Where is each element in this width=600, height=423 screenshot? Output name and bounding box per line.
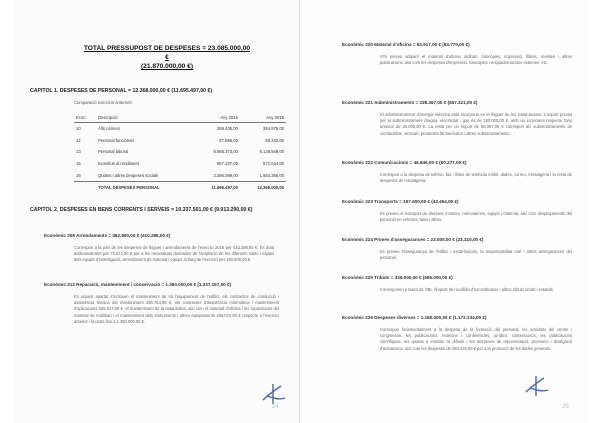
- table-cell: 57.856,00: [219, 137, 238, 143]
- econ212-heading: Econòmic 212 Reparació, manteniment i conservació = 1.350.000,00 € (1.337.157,00 €): [44, 282, 232, 287]
- table-total-value: 12.368.000,00: [240, 181, 286, 193]
- table-cell: 10: [76, 126, 81, 132]
- table-cell: Personal laboral: [98, 149, 129, 155]
- table-header: Econ.: [74, 113, 96, 123]
- document-page-left: [14, 0, 300, 423]
- table-cell: 13: [76, 149, 81, 155]
- econ222-text: Correspon a la despesa de telèfon, fax i línies de telefonia mòbil, dades, correu, missatgeria i la resta de despeses de missatgeria.: [380, 172, 572, 184]
- table-cell: Incentius al rendiment: [98, 161, 139, 167]
- document-page-right: [300, 0, 586, 423]
- table-cell: [74, 181, 96, 193]
- econ220-text: S'hi preveu adquirir el material d'oficina ordinari, fotocòpies, impressió, llibres, revistes i altres publicacions, així com les despeses d'impressió, fotocòpies i enquadernacions externes, etc.: [380, 54, 572, 66]
- left-margin: [0, 0, 14, 423]
- table-cell: 289.435,00: [216, 126, 238, 132]
- table-total-row: [74, 181, 286, 193]
- econ225-heading: Econòmic 225 Tributs = 339.000,00 € (685.000,00 €): [342, 275, 453, 280]
- econ221-text: El subministrament d'energia elèctrica està incorporat en el lloguer de les instal·lacions. L'import previst per al subministrament d'aigua, electricitat i gas és de 180.000,00 €, amb un increment respecte l'any anterior de 20.000,00 €. La resta per un import de 58.367,00 € correspon als subministraments de combustible, vestuari, productes farmacèutics i altres subministraments.: [380, 112, 572, 136]
- econ224-heading: Econòmic 224 Primes d'assegurances = 23.000,00 € (23.310,00 €): [342, 237, 484, 242]
- table-row: [74, 146, 286, 158]
- table-cell: 657.237,00: [216, 161, 238, 167]
- table-cell: 16: [76, 172, 81, 178]
- page-number: 25: [562, 404, 569, 410]
- econ223-text: Es preveu el transport de diverses mostres, mercaderies, equips i material, així com desplaçaments del personal en vehicles, taxis i altres.: [380, 211, 572, 223]
- table-header: Any 2015: [240, 113, 286, 123]
- right-margin: [586, 0, 600, 423]
- title-line-2: (21.870.000,00 €): [140, 63, 194, 70]
- table-header: Any 2016: [194, 113, 240, 123]
- table-cell: 1.654.395,00: [259, 172, 284, 178]
- econ212-text: En aquest apartat s'inclouen el manteniment de tot l'equipament de l'edifici, els contractes de conducció i assistència tècnica del manteniment 286.764,00 €, els contractes d'assistència informàtica i manteniment d'aplicacions 255.347,00 €, el manteniment de la maquinària, així com el material d'oficina i les reparacions del material de mobiliari i el manteniment dels instruments i altres equipaments 495.072,00 € respecte a l'exercici anterior i la resta fins a 1.350.000,00 €.: [74, 294, 279, 324]
- table-row: [74, 123, 286, 135]
- chapter1-heading: CAPITOL 1. DESPESES DE PERSONAL = 12.368.000,00 € (11.695.497,00 €): [30, 88, 213, 94]
- table-header-row: [74, 113, 286, 123]
- table-caption: Comparació exercicis anteriors:: [74, 100, 133, 105]
- econ224-text: Es preveu l'assegurança de l'edifici i instal·lacions, la responsabilitat civil i altres assegurances del personal.: [380, 249, 572, 261]
- table-cell: Quotes i altres despeses socials: [98, 172, 159, 178]
- econ225-text: Corresponen a taxes de l'IBI, l'impost de recollida d'escombraries i altres tributs locals i estatals.: [380, 287, 554, 292]
- econ223-heading: Econòmic 223 Transports = 157.600,00 € (43.454,00 €): [342, 199, 459, 204]
- econ226-heading: Econòmic 226 Despeses diverses = 1.180.000,00 € (1.172.234,00 €): [342, 315, 487, 320]
- page-number: 24: [272, 404, 279, 410]
- econ208-text: Correspon a la part de les despeses de lloguer i arrendaments de l'exercici 2016 per 410.288,00 €. Es dota addicionalment per 72.512,00 € per a les necessitats derivades de l'ampliació de les diferents sales i espais dels equips d'investigació, arrendament de material i equips al llarg de l'exercici per 482.800,00 €.: [74, 245, 274, 263]
- table-cell: Personal funcionari: [98, 137, 134, 143]
- table-cell: Alts càrrecs: [98, 126, 120, 132]
- table-header: Descripció: [96, 113, 194, 123]
- signature-mark: [522, 372, 552, 400]
- title-line-1: TOTAL PRESSUPOST DE DESPESES = 23.085.000,00 €: [83, 45, 251, 61]
- econ226-text: Correspon fonamentalment a la despesa de la formació del personal, les activitats del centre i congressos, les publicacions, reunions i conferències, jurídics, contenciosos, les publicacions científiques, les quotes a entitats, la difusió i les despeses de representació, promoció i divulgació d'actuacions, així com les despeses de 253.225,00 € per a la promoció de les dades generals.: [380, 327, 572, 351]
- econ222-heading: Econòmic 222 Comunicacions = 46.846,00 € (60.277,00 €): [342, 160, 467, 165]
- table-row: [74, 158, 286, 170]
- table-row: [74, 135, 286, 147]
- table-row: [74, 169, 286, 181]
- budget-total-title: [82, 44, 252, 71]
- table-cell: 9.126.849,00: [259, 149, 284, 155]
- table-cell: 12: [76, 137, 81, 143]
- table-cell: 2.395.099,00: [213, 172, 238, 178]
- table-total-label: TOTAL DESPESES PERSONAL: [96, 181, 194, 193]
- table-cell: 284.976,00: [263, 126, 284, 132]
- table-cell: 571.044,00: [263, 161, 284, 167]
- personnel-table: [74, 113, 286, 194]
- econ221-heading: Econòmic 221 Subministraments = 238.367,00 € (657.321,00 €): [342, 100, 478, 105]
- table-total-value: 11.695.497,00: [194, 181, 240, 193]
- table-cell: 15: [76, 161, 81, 167]
- table-cell: 58.233,00: [265, 137, 284, 143]
- table-cell: 8.968.373,00: [213, 149, 238, 155]
- econ220-heading: Econòmic 220 Material d'oficina = 83.917,00 € (83.770,00 €): [342, 42, 470, 47]
- econ208-heading: Econòmic 208 Arrendaments = 482.800,00 € (410.288,00 €): [44, 233, 171, 238]
- chapter2-heading: CAPITOL 2. DESPESES EN BENS CORRENTS I SERVEIS = 10.337.501,00 € (9.913.290,00 €): [30, 207, 253, 213]
